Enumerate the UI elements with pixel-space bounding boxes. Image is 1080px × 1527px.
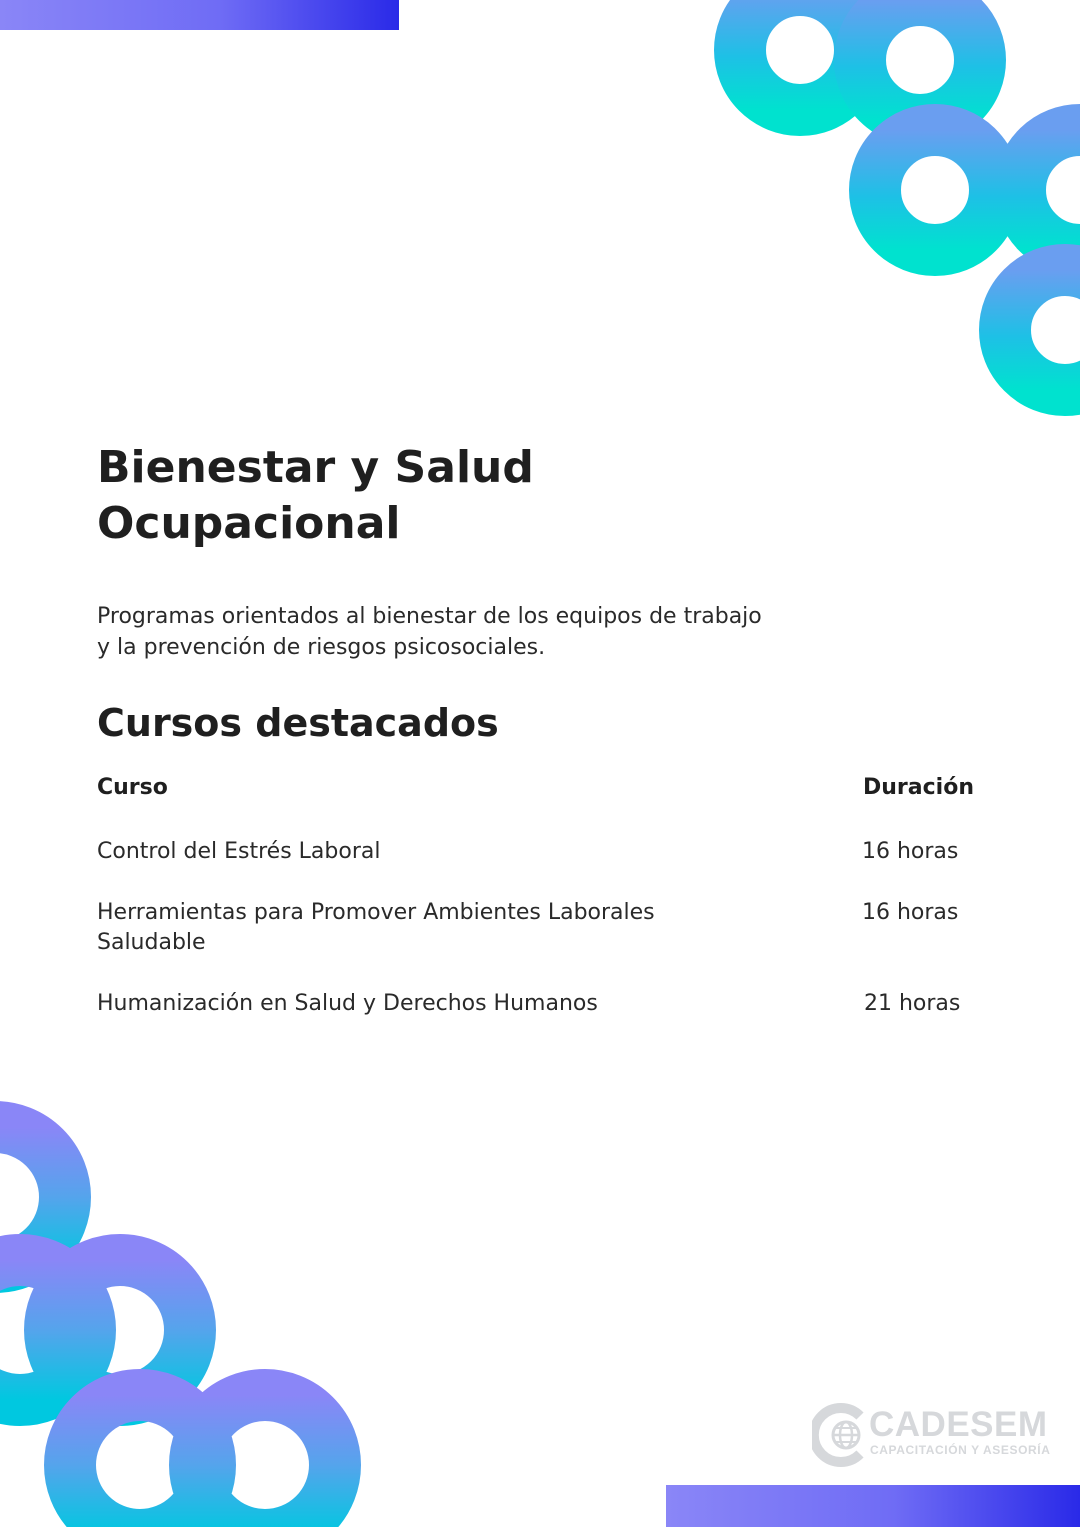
bottom-left-wave-decoration bbox=[0, 1100, 400, 1527]
page-title-line-1: Bienestar y Salud bbox=[97, 442, 534, 493]
course-name-line: Herramientas para Promover Ambientes Laborales bbox=[97, 900, 655, 925]
course-name bbox=[97, 837, 797, 867]
intro-line-2: y la prevención de riesgos psicosociales. bbox=[97, 635, 546, 660]
top-right-wave-decoration bbox=[680, 0, 1080, 430]
course-name-line: Control del Estrés Laboral bbox=[97, 839, 381, 864]
intro-paragraph bbox=[97, 601, 897, 663]
course-duration: 21 horas bbox=[864, 991, 961, 1016]
course-name-line: Humanización en Salud y Derechos Humanos bbox=[97, 991, 598, 1016]
globe-c-icon bbox=[812, 1402, 868, 1468]
course-duration: 16 horas bbox=[862, 839, 959, 864]
course-name-line: Saludable bbox=[97, 930, 206, 955]
brand-tagline: CAPACITACIÓN Y ASESORÍA bbox=[870, 1443, 1051, 1457]
top-accent-bar bbox=[0, 0, 399, 30]
course-name bbox=[97, 898, 797, 958]
course-duration: 16 horas bbox=[862, 900, 959, 925]
bottom-accent-bar bbox=[666, 1485, 1080, 1527]
page-title-line-2: Ocupacional bbox=[97, 498, 401, 549]
intro-line-1: Programas orientados al bienestar de los equipos de trabajo bbox=[97, 604, 762, 629]
section-title: Cursos destacados bbox=[97, 701, 499, 745]
brand-logo bbox=[812, 1400, 1052, 1472]
column-header-duration: Duración bbox=[863, 775, 974, 800]
brand-name: CADESEM bbox=[869, 1405, 1048, 1444]
page-title bbox=[97, 440, 797, 552]
course-name bbox=[97, 989, 797, 1019]
column-header-course: Curso bbox=[97, 775, 168, 800]
